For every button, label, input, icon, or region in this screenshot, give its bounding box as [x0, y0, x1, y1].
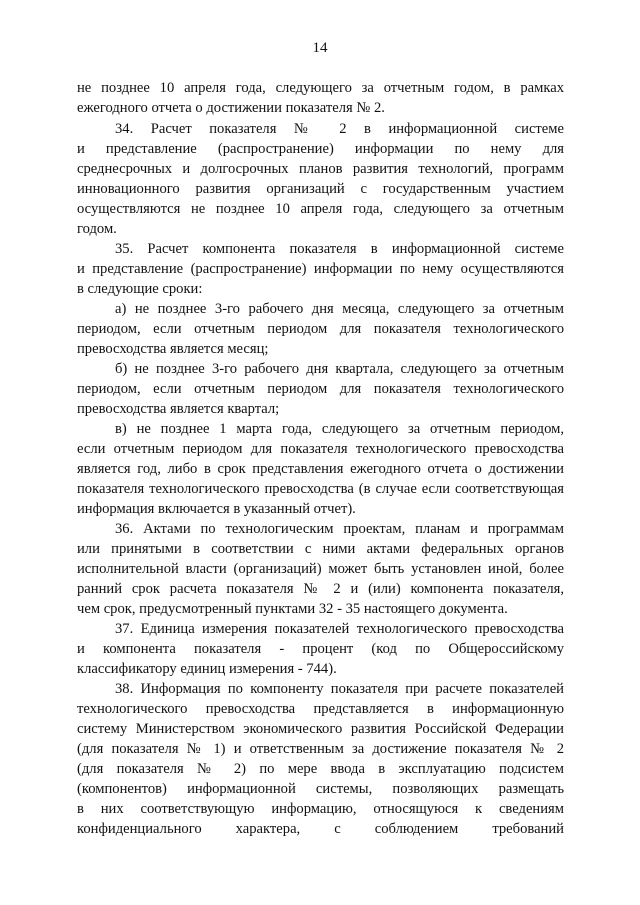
- text-line: (для показателя № 1) и ответственным за достижение показателя № 2: [77, 741, 564, 757]
- text-line: 34. Расчет показателя № 2 в информационной системе: [115, 121, 564, 137]
- page-number: 14: [312, 40, 328, 56]
- text-line: среднесрочных и долгосрочных планов развития технологий, программ: [77, 161, 564, 177]
- text-line: чем срок, предусмотренный пунктами 32 - 35 настоящего документа.: [77, 601, 508, 617]
- text-line: периодом, если отчетным периодом для показателя технологического: [77, 321, 564, 337]
- text-line: технологического превосходства представляется в информационную: [77, 701, 564, 717]
- text-line: осуществляются не позднее 10 апреля года, следующего за отчетным: [77, 201, 564, 217]
- text-line: и компонента показателя - процент (код по Общероссийскому: [77, 641, 564, 657]
- text-line: годом.: [77, 221, 117, 237]
- text-line: и представление (распространение) информации по нему для: [77, 141, 564, 157]
- text-line: систему Министерством экономического развития Российской Федерации: [77, 721, 564, 737]
- text-line: конфиденциального характера, с соблюдением требований: [77, 821, 564, 837]
- text-line: инновационного развития организаций с государственным участием: [77, 181, 564, 197]
- text-line: ранний срок расчета показателя № 2 и (или) компонента показателя,: [77, 581, 564, 597]
- text-line: 38. Информация по компоненту показателя при расчете показателей: [115, 681, 564, 697]
- text-line: классификатору единиц измерения - 744).: [77, 661, 337, 677]
- text-line: если отчетным периодом для показателя технологического превосходства: [77, 441, 564, 457]
- text-line: информация включается в указанный отчет).: [77, 501, 356, 517]
- text-line: 36. Актами по технологическим проектам, планам и программам: [115, 521, 564, 537]
- text-line: в) не позднее 1 марта года, следующего за отчетным периодом,: [115, 421, 564, 437]
- text-line: превосходства является квартал;: [77, 401, 280, 417]
- text-line: 37. Единица измерения показателей технологического превосходства: [115, 621, 564, 637]
- text-line: является год, либо в срок представления ежегодного отчета о достижении: [77, 461, 564, 477]
- text-line: (компонентов) информационной системы, позволяющих размещать: [77, 781, 564, 797]
- text-line: (для показателя № 2) по мере ввода в эксплуатацию подсистем: [77, 761, 564, 777]
- text-line: и представление (распространение) информации по нему осуществляются: [77, 261, 564, 277]
- text-line: в следующие сроки:: [77, 281, 203, 297]
- text-line: а) не позднее 3-го рабочего дня месяца, следующего за отчетным: [115, 301, 564, 317]
- text-line: периодом, если отчетным периодом для показателя технологического: [77, 381, 564, 397]
- text-line: ежегодного отчета о достижении показателя № 2.: [77, 100, 385, 116]
- text-line: не позднее 10 апреля года, следующего за отчетным годом, в рамках: [77, 80, 564, 96]
- text-line: исполнительной власти (организаций) может быть установлен иной, более: [77, 561, 564, 577]
- text-line: или принятыми в соответствии с ними актами федеральных органов: [77, 541, 564, 557]
- text-line: превосходства является месяц;: [77, 341, 269, 357]
- text-line: б) не позднее 3-го рабочего дня квартала, следующего за отчетным: [115, 361, 564, 377]
- text-line: 35. Расчет компонента показателя в информационной системе: [115, 241, 564, 257]
- text-line: показателя технологического превосходства (в случае если соответствующая: [77, 481, 564, 497]
- text-line: в них соответствующую информацию, относящуюся к сведениям: [77, 801, 564, 817]
